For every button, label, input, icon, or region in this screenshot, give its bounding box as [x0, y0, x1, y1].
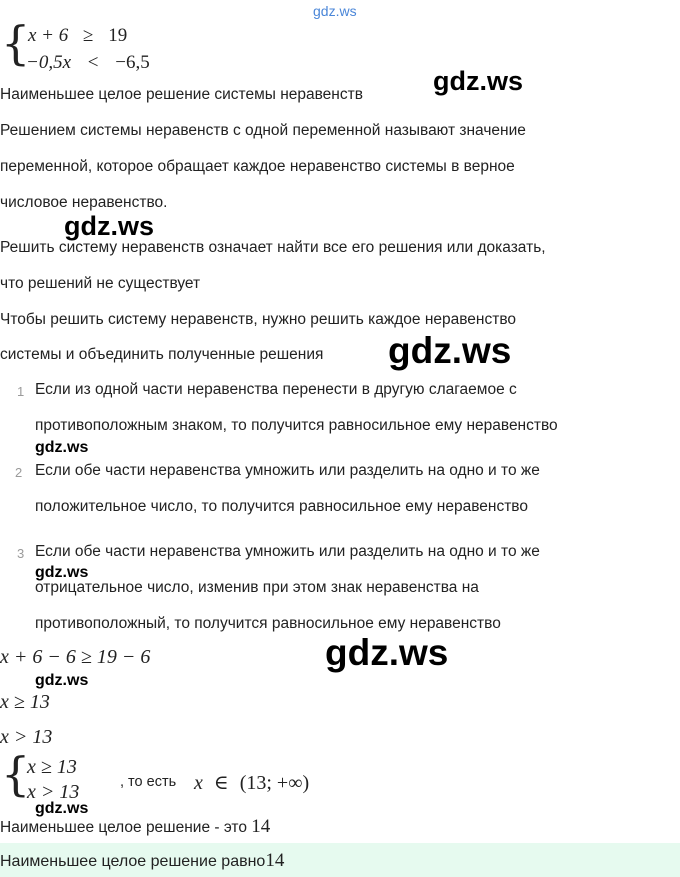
inequality-2-rhs: −6,5 [115, 52, 150, 73]
watermark: gdz.ws [35, 672, 89, 689]
result-line [0, 816, 270, 838]
answer-label: Наименьшее целое решение равно [0, 853, 266, 870]
definition-line-3: числовое неравенство. [0, 194, 168, 211]
answer-value: 14 [265, 850, 285, 871]
watermark: gdz.ws [35, 800, 89, 817]
definition-line-2: переменной, которое обращает каждое неравенство системы в верное [0, 158, 515, 175]
inequality-2-lhs: −0,5x [26, 52, 72, 73]
solve-line-1: Решить систему неравенств означает найти все его решения или доказать, [0, 239, 546, 256]
watermark: gdz.ws [325, 632, 449, 673]
watermark: gdz.ws [35, 564, 89, 581]
inequality-1-rhs: 19 [108, 25, 128, 46]
solve-line-2: что решений не существует [0, 275, 201, 292]
watermark: gdz.ws [433, 66, 524, 96]
final-system-line-1: x ≥ 13 [27, 756, 77, 778]
question-text: Наименьшее целое решение системы неравенств [0, 86, 363, 103]
watermark: gdz.ws [388, 330, 512, 371]
watermark-top: gdz.ws [313, 3, 357, 19]
rule-3-line-1: Если обе части неравенства умножить или разделить на одно и то же [35, 543, 540, 560]
step-2-expression: x ≥ 13 [0, 691, 50, 713]
rule-2-line-1: Если обе части неравенства умножить или разделить на одно и то же [35, 462, 540, 479]
inequality-2 [26, 52, 150, 74]
result-value: 14 [251, 816, 271, 837]
that-is-text: , то есть [120, 774, 177, 790]
inequality-1-lhs: x + 6 [28, 25, 69, 46]
final-system-line-2: x > 13 [27, 781, 80, 803]
interval-variable: x [194, 772, 203, 794]
inequality-1 [28, 25, 127, 47]
answer-bar [0, 843, 680, 877]
rule-1-line-2: противоположным знаком, то получится равносильное ему неравенство [35, 417, 558, 434]
rule-3-line-2: отрицательное число, изменив при этом знак неравенства на [35, 579, 479, 596]
interval-expression [194, 770, 309, 795]
rule-1-line-1: Если из одной части неравенства перенести в другую слагаемое с [35, 381, 517, 398]
rule-2-line-2: положительное число, то получится равносильное ему неравенство [35, 498, 528, 515]
step-3-expression: x > 13 [0, 726, 53, 748]
how-to-line-2: системы и объединить полученные решения [0, 346, 324, 363]
answer-line [0, 850, 284, 872]
how-to-line-1: Чтобы решить систему неравенств, нужно решить каждое неравенство [0, 311, 517, 328]
watermark: gdz.ws [35, 439, 89, 456]
rule-3-line-3: противоположный, то получится равносильное ему неравенство [35, 615, 501, 632]
definition-line-1: Решением системы неравенств с одной переменной называют значение [0, 122, 526, 139]
inequality-2-op: < [87, 52, 99, 73]
interval-value: (13; +∞) [239, 772, 310, 794]
brace-symbol: { [1, 747, 31, 801]
inequality-1-op: ≥ [83, 25, 94, 46]
watermark: gdz.ws [64, 211, 155, 241]
rule-2-number: 2 [15, 465, 23, 480]
element-of-symbol: ∈ [213, 772, 229, 794]
rule-3-number: 3 [17, 546, 25, 561]
result-label: Наименьшее целое решение - это [0, 819, 247, 836]
step-1-expression: x + 6 − 6 ≥ 19 − 6 [0, 646, 151, 668]
brace-symbol: { [1, 16, 31, 70]
rule-1-number: 1 [17, 384, 25, 399]
